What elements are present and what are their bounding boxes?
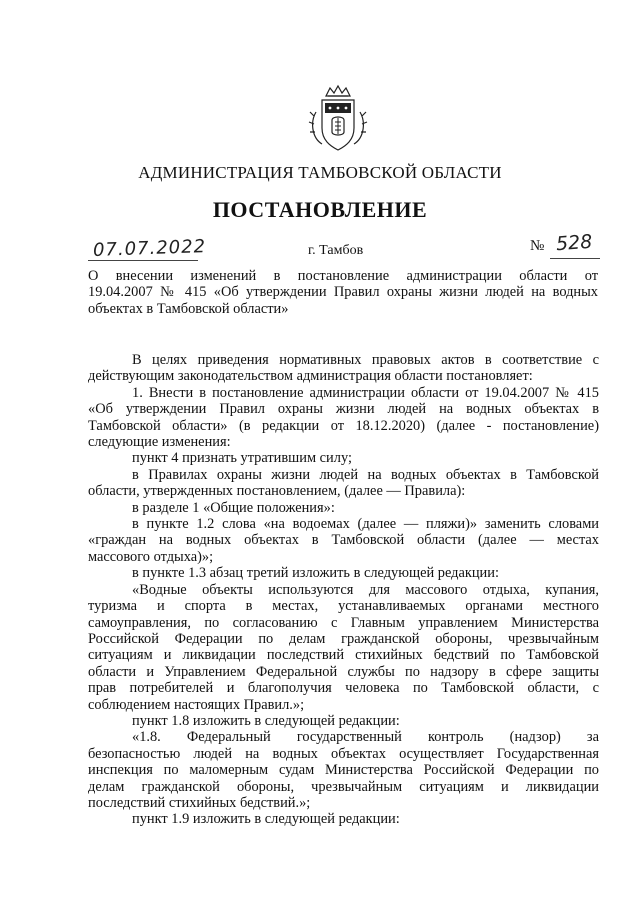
body-line: в пункте 1.2 слова «на водоемах (далее — пляжи)» заменить словами	[132, 516, 599, 533]
document-body	[88, 352, 599, 828]
document-number-handwritten: 528	[555, 230, 593, 256]
body-line: «1.8. Федеральный государственный контроль (надзор) за	[132, 729, 599, 746]
body-line: пункт 1.8 изложить в следующей редакции:	[132, 712, 400, 729]
body-line: В целях приведения нормативных правовых актов в соответствие с	[132, 352, 599, 368]
number-sign: №	[530, 238, 545, 254]
body-line: 1. Внести в постановление администрации области от 19.04.2007 № 415	[132, 384, 599, 401]
body-line: пункт 4 признать утратившим силу;	[132, 450, 352, 467]
organization-name: АДМИНИСТРАЦИЯ ТАМБОВСКОЙ ОБЛАСТИ	[138, 163, 502, 182]
body-line: прав потребителей и благополучия человека по Тамбовской области, с	[88, 680, 599, 697]
subject-line: 19.04.2007 № 415 «Об утверждении Правил охраны жизни людей на водных	[88, 284, 598, 301]
body-line: в пункте 1.3 абзац третий изложить в следующей редакции:	[132, 565, 499, 582]
body-line: пункт 1.9 изложить в следующей редакции:	[132, 811, 400, 828]
body-line: ситуациям и ликвидации последствий стихийных бедствий по Тамбовской	[88, 647, 599, 664]
body-line: Российской Федерации по делам гражданской обороны, чрезвычайным	[88, 630, 599, 647]
subject-line: объектах в Тамбовской области»	[88, 300, 289, 317]
body-line: делам гражданской обороны, чрезвычайным ситуациям и ликвидации	[88, 778, 599, 795]
body-line: безопасностью людей на водных объектах осуществляет Государственная	[88, 745, 599, 762]
body-line: в Правилах охраны жизни людей на водных объектах в Тамбовской	[132, 466, 599, 483]
body-line: «граждан на водных объектах в Тамбовской области (далее — местах	[88, 532, 599, 549]
body-line: области и Управлением Федеральной службы по надзору в сфере защиты	[88, 663, 599, 680]
body-line: «Об утверждении Правил охраны жизни людей на водных объектах в	[88, 401, 599, 418]
body-line: действующим законодательством администрация области постановляет:	[88, 368, 533, 385]
body-line: последствий стихийных бедствий.»;	[88, 794, 311, 811]
document-date-handwritten: 07.07.2022	[92, 236, 207, 261]
body-line: области, утвержденных постановлением, (далее — Правила):	[88, 483, 466, 500]
body-line: туризма и спорта в местах, устанавливаемых органами местного	[88, 598, 599, 615]
body-line: следующие изменения:	[88, 434, 231, 451]
coat-of-arms-emblem	[306, 82, 370, 154]
body-line: соблюдением настоящих Правил.»;	[88, 696, 305, 713]
body-line: «Водные объекты используются для массового отдыха, купания,	[132, 581, 599, 598]
number-underline	[550, 258, 600, 259]
date-underline	[88, 260, 198, 261]
body-line: самоуправления, по согласованию с Главным управлением Министерства	[88, 614, 599, 631]
body-line: в разделе 1 «Общие положения»:	[132, 499, 335, 516]
document-type-title: ПОСТАНОВЛЕНИЕ	[212, 197, 428, 222]
body-line: массового отдыха)»;	[88, 548, 214, 565]
body-line: Тамбовской области» (в редакции от 18.12.2020) (далее - постановление)	[88, 417, 599, 434]
body-line: инспекция по маломерным судам Министерства Российской Федерации по	[88, 762, 599, 779]
document-subject	[88, 268, 598, 317]
city-label: г. Тамбов	[308, 243, 364, 258]
subject-line: О внесении изменений в постановление администрации области от	[88, 268, 598, 284]
